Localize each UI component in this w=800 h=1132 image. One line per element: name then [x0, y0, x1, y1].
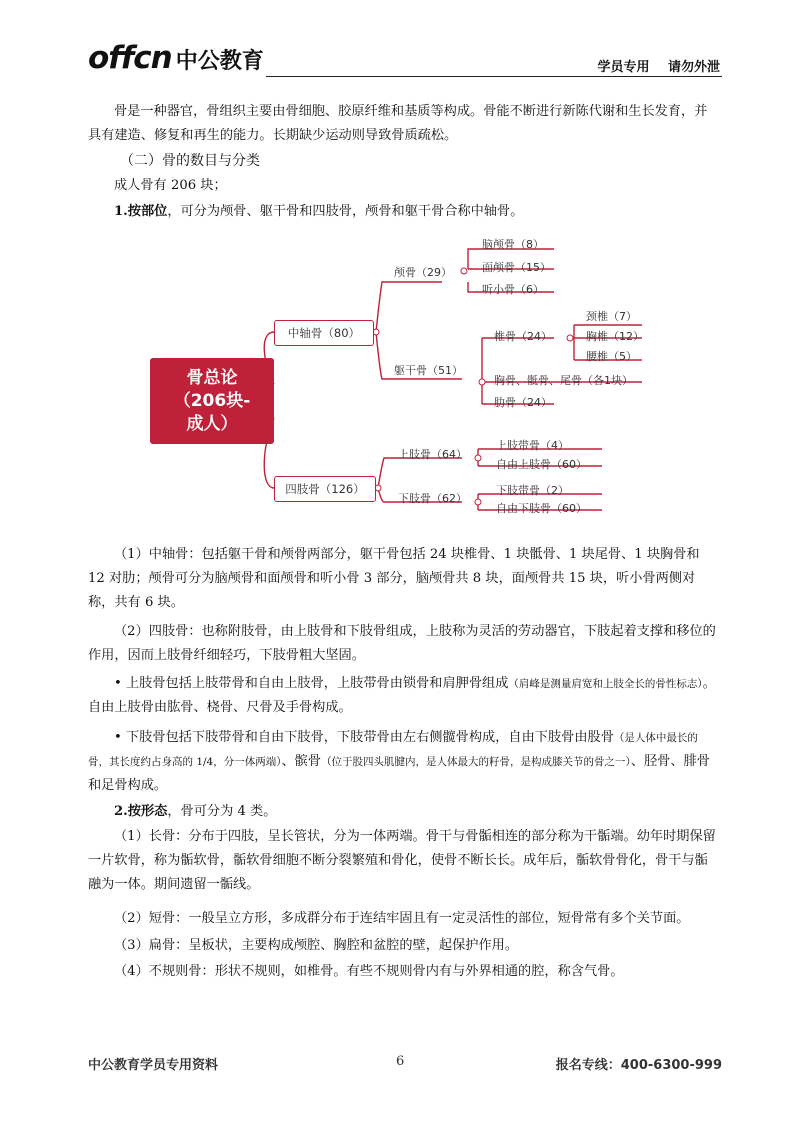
- node-face-skull: 面颅骨（15）: [482, 261, 551, 274]
- upper-limb-text-1: • 上肢骨包括上肢带骨和自由上肢骨，上肢带骨由锁骨和肩胛骨组成: [114, 676, 509, 691]
- section-heading: （二）骨的数目与分类: [120, 153, 260, 169]
- node-lower-girdle: 下肢带骨（2）: [496, 484, 569, 497]
- paragraph-limb-bones: （2）四肢骨：也称附肢骨，由上肢骨和下肢骨组成，上肢称为灵活的劳动器官，下肢起着支撑和移位的作用，因而上肢骨纤细轻巧，下肢骨粗大坚固。: [88, 624, 716, 663]
- bone-mind-map: [142, 234, 662, 529]
- footer-left-text: 中公教育学员专用资料: [88, 1058, 219, 1073]
- node-limb-bones: 四肢骨（126）: [274, 476, 376, 502]
- by-shape-text: ，骨可分为 4 类。: [167, 804, 277, 819]
- node-ossicles: 听小骨（6）: [482, 283, 544, 296]
- node-sternum-sacrum-coccyx: 胸骨、骶骨、尾骨（各1块）: [494, 374, 633, 387]
- logo-chinese: 中公教育: [175, 49, 264, 74]
- lower-limb-text-2: 、髌骨: [281, 754, 322, 769]
- node-upper-limb: 上肢骨（64）: [398, 448, 467, 461]
- paragraph-long-bone: （1）长骨：分布于四肢，呈长管状，分为一体两端。骨干与骨骺相连的部分称为干骺端。幼年时期保留一片软骨，称为骺软骨，骺软骨细胞不断分裂繁殖和骨化，使骨不断长长。成年后，骺软骨骨化，骨干与骺融为一体。期间遗留一骺线。: [88, 829, 716, 892]
- by-shape-label: 2.按形态: [114, 804, 168, 819]
- paragraph-bone-definition: 骨是一种器官，骨组织主要由骨细胞、胶原纤维和基质等构成。骨能不断进行新陈代谢和生长发育，并具有建造、修复和再生的能力。长期缺少运动则导致骨质疏松。: [88, 104, 708, 143]
- upper-limb-text-2: 。自由上肢骨由肱骨、桡骨、尺骨及手骨构成。: [88, 676, 716, 715]
- footer-hotline: 报名专线：400-6300-999: [555, 1058, 722, 1073]
- lower-limb-note-femur: （是人体中最长的骨，其长度约占身高的 1/4，分一体两端）: [88, 732, 698, 768]
- node-free-lower-limb: 自由下肢骨（60）: [496, 502, 587, 515]
- node-skull: 颅骨（29）: [394, 266, 452, 279]
- node-free-upper-limb: 自由上肢骨（60）: [496, 458, 587, 471]
- paragraph-short-bone: （2）短骨：一般呈立方形，多成群分布于连结牢固且有一定灵活性的部位，短骨常有多个关节面。: [114, 911, 690, 926]
- header-tag-students-only: 学员专用: [597, 60, 650, 75]
- paragraph-irregular-bone: （4）不规则骨：形状不规则，如椎骨。有些不规则骨内有与外界相通的腔，称含气骨。: [114, 964, 624, 979]
- paragraph-by-shape: [88, 800, 718, 824]
- node-lumbar: 腰椎（5）: [586, 350, 637, 363]
- node-cervical: 颈椎（7）: [586, 310, 637, 323]
- mind-map-root: [150, 358, 274, 444]
- node-lower-limb: 下肢骨（62）: [398, 492, 467, 505]
- node-thoracic: 胸椎（12）: [586, 330, 644, 343]
- paragraph-lower-limb: [88, 726, 718, 798]
- lower-limb-note-patella: （位于股四头肌腱内，是人体最大的籽骨，是构成膝关节的骨之一）: [321, 756, 631, 768]
- paragraph-upper-limb: [88, 672, 718, 720]
- logo-english: offcn: [88, 40, 172, 76]
- header-tags: [583, 56, 720, 75]
- by-location-label: 1.按部位: [114, 204, 168, 219]
- header-tag-confidential: 请勿外泄: [667, 60, 720, 75]
- root-line-2: （206块-: [173, 390, 251, 411]
- node-vertebrae: 椎骨（24）: [494, 330, 552, 343]
- node-axial-skeleton: 中轴骨（80）: [274, 320, 374, 346]
- paragraph-bone-count: 成人骨有 206 块；: [114, 178, 227, 193]
- lower-limb-text-1: • 下肢骨包括下肢带骨和自由下肢骨，下肢带骨由左右侧髋骨构成，自由下肢骨由股骨: [114, 730, 614, 745]
- root-line-1: 骨总论: [186, 367, 238, 388]
- node-brain-skull: 脑颅骨（8）: [482, 238, 544, 251]
- node-upper-girdle: 上肢带骨（4）: [496, 439, 569, 452]
- upper-limb-note: （肩峰是测量肩宽和上肢全长的骨性标志）: [508, 678, 703, 690]
- header-rule: [266, 76, 722, 77]
- by-location-text: ，可分为颅骨、躯干骨和四肢骨，颅骨和躯干骨合称中轴骨。: [167, 204, 524, 219]
- paragraph-axial-skeleton: （1）中轴骨：包括躯干骨和颅骨两部分，躯干骨包括 24 块椎骨、1 块骶骨、1 块尾骨、1 块胸骨和 12 对肋；颅骨可分为脑颅骨和面颅骨和听小骨 3 部分，脑颅骨共 8 块，面颅骨共 15 块，听小骨两侧对称，共有 6 块。: [88, 547, 700, 610]
- page-header: [88, 36, 722, 84]
- paragraph-flat-bone: （3）扁骨：呈板状，主要构成颅腔、胸腔和盆腔的壁，起保护作用。: [114, 938, 519, 953]
- paragraph-by-location: [88, 200, 718, 224]
- node-ribs: 肋骨（24）: [494, 396, 552, 409]
- root-line-3: 成人）: [186, 413, 238, 434]
- offcn-logo: [88, 40, 264, 76]
- node-trunk: 躯干骨（51）: [394, 364, 463, 377]
- page-number: 6: [396, 1054, 405, 1069]
- lower-limb-text-3: 、胫骨、腓骨和足骨构成。: [88, 754, 710, 793]
